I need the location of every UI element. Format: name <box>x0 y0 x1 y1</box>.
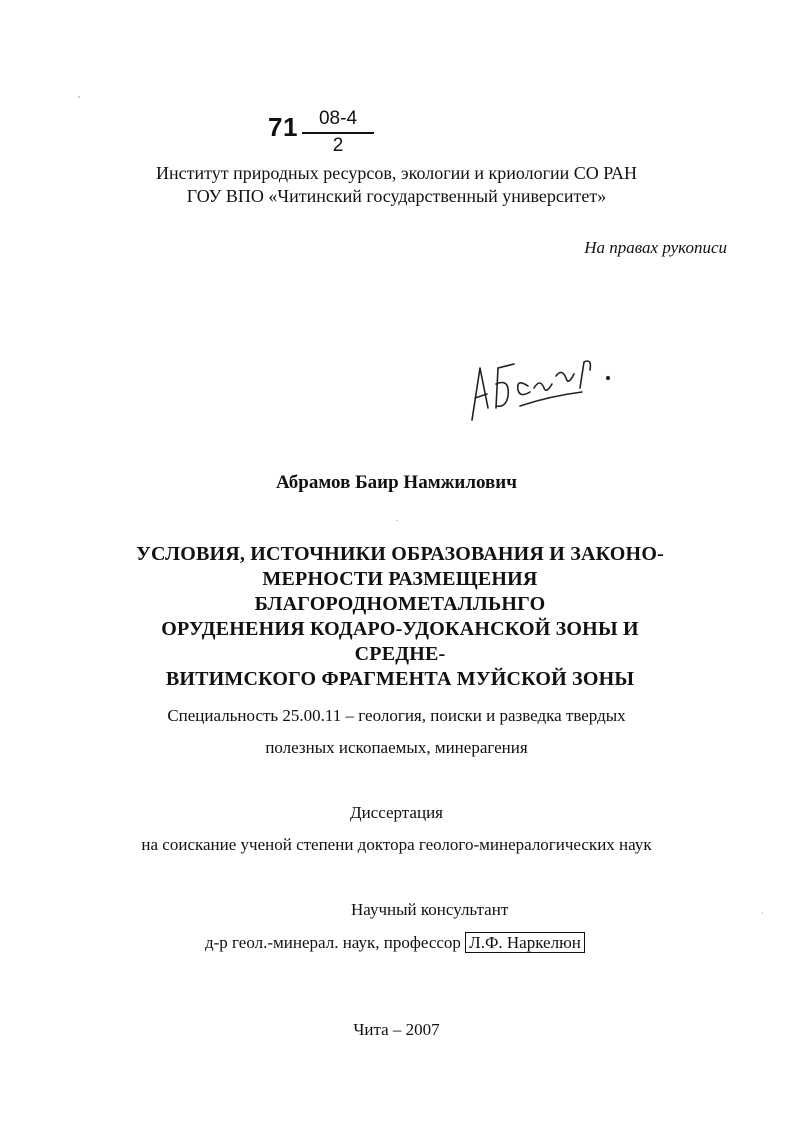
rights-note: На правах рукописи <box>584 238 727 257</box>
code-main: 71 <box>268 112 298 142</box>
place-year: Чита – 2007 <box>353 1020 440 1039</box>
consultant-label: Научный консультант <box>351 900 509 919</box>
registration-code <box>268 108 388 158</box>
specialty-line-2: полезных ископаемых, минерагения <box>265 738 528 757</box>
title-line: ВИТИМСКОГО ФРАГМЕНТА МУЙСКОЙ ЗОНЫ <box>165 668 635 690</box>
code-denominator: 2 <box>332 135 344 156</box>
institution-line-2: ГОУ ВПО «Читинский государственный университет» <box>186 186 607 206</box>
title-line: ОРУДЕНЕНИЯ КОДАРО-УДОКАНСКОЙ ЗОНЫ И СРЕДНЕ- <box>161 618 639 665</box>
code-fraction-line <box>302 132 374 134</box>
degree-line: на соискание ученой степени доктора геолого-минералогических наук <box>141 835 652 854</box>
dissertation-title <box>130 542 670 692</box>
title-line: МЕРНОСТИ РАЗМЕЩЕНИЯ БЛАГОРОДНОМЕТАЛЛЬНГО <box>254 568 546 615</box>
code-fraction <box>302 108 374 156</box>
specialty-line-1: Специальность 25.00.11 – геология, поиски и разведка твердых <box>167 706 626 725</box>
consultant-prefix: д-р геол.-минерал. наук, профессор <box>205 933 461 952</box>
author-name: Абрамов Баир Намжилович <box>276 472 517 493</box>
title-line: УСЛОВИЯ, ИСТОЧНИКИ ОБРАЗОВАНИЯ И ЗАКОНО- <box>136 543 664 565</box>
code-numerator: 08-4 <box>318 108 358 129</box>
consultant-name: Л.Ф. Наркелюн <box>465 932 585 953</box>
consultant-line <box>205 933 665 953</box>
dissertation-heading: Диссертация <box>349 803 443 822</box>
handwritten-signature <box>458 348 628 428</box>
institution-line-1: Институт природных ресурсов, экологии и криологии СО РАН <box>156 163 637 183</box>
